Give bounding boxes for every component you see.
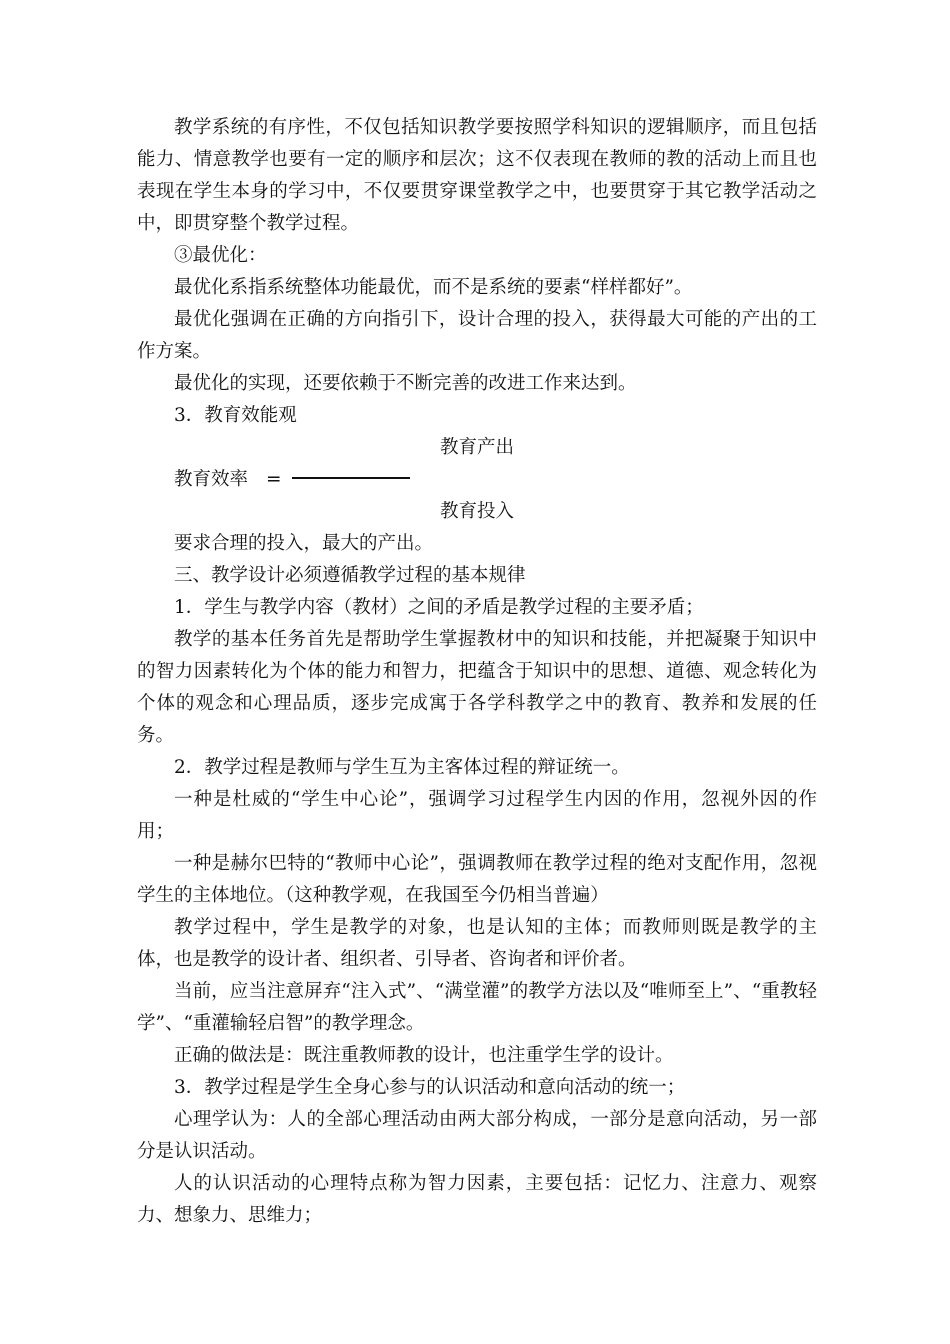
paragraph: 一种是杜威的“学生中心论”，强调学习过程学生内因的作用，忽视外因的作用；: [137, 789, 817, 842]
paragraph: 心理学认为：人的全部心理活动由两大部分构成，一部分是意向活动，另一部分是认识活动。: [137, 1109, 817, 1162]
fraction-bar: [292, 477, 410, 479]
formula-numerator: 教育产出: [439, 437, 514, 458]
formula-row: [137, 464, 817, 496]
section-heading: 3．教学过程是学生全身心参与的认识活动和意向活动的统一；: [174, 1077, 686, 1098]
paragraph: 人的认识活动的心理特点称为智力因素，主要包括：记忆力、注意力、观察力、想象力、思维力；: [137, 1173, 817, 1226]
formula-label: 教育效率: [174, 469, 249, 490]
section-heading: 1．学生与教学内容（教材）之间的矛盾是教学过程的主要矛盾；: [174, 597, 704, 618]
formula-denominator: 教育投入: [439, 501, 514, 522]
paragraph: 一种是赫尔巴特的“教师中心论”，强调教师在教学过程的绝对支配作用，忽视学生的主体地位。（这种教学观，在我国至今仍相当普遍）: [137, 853, 817, 906]
paragraph: 教学的基本任务首先是帮助学生掌握教材中的知识和技能，并把凝聚于知识中的智力因素转化为个体的能力和智力，把蕴含于知识中的思想、道德、观念转化为个体的观念和心理品质，逐步完成寓于各学科教学之中的教育、教养和发展的任务。: [137, 629, 817, 746]
paragraph: 最优化的实现，还要依赖于不断完善的改进工作来达到。: [174, 373, 637, 394]
formula-equals: =: [266, 469, 282, 490]
document-page: [137, 112, 817, 1232]
paragraph: 要求合理的投入，最大的产出。: [174, 533, 434, 554]
section-heading: 三、教学设计必须遵循教学过程的基本规律: [174, 565, 526, 586]
paragraph: ③最优化：: [174, 245, 267, 266]
paragraph: 最优化系指系统整体功能最优，而不是系统的要素“样样都好”。: [174, 277, 693, 298]
paragraph: 正确的做法是：既注重教师教的设计，也注重学生学的设计。: [174, 1045, 674, 1066]
paragraph: 教学过程中，学生是教学的对象，也是认知的主体；而教师则既是教学的主体，也是教学的设计者、组织者、引导者、咨询者和评价者。: [137, 917, 817, 970]
paragraph: 教学系统的有序性，不仅包括知识教学要按照学科知识的逻辑顺序，而且包括能力、情意教学也要有一定的顺序和层次；这不仅表现在教师的教的活动上而且也表现在学生本身的学习中，不仅要贯穿课堂教学之中，也要贯穿于其它教学活动之中，即贯穿整个教学过程。: [137, 117, 817, 234]
efficiency-formula: [137, 432, 817, 528]
section-heading: 3．教育效能观: [174, 405, 297, 426]
section-heading: 2．教学过程是教师与学生互为主客体过程的辩证统一。: [174, 757, 630, 778]
paragraph: 最优化强调在正确的方向指引下，设计合理的投入，获得最大可能的产出的工作方案。: [137, 309, 817, 362]
paragraph: 当前，应当注意屏弃“注入式”、“满堂灌”的教学方法以及“唯师至上”、“重教轻学”、“重灌输轻启智”的教学理念。: [137, 981, 817, 1034]
